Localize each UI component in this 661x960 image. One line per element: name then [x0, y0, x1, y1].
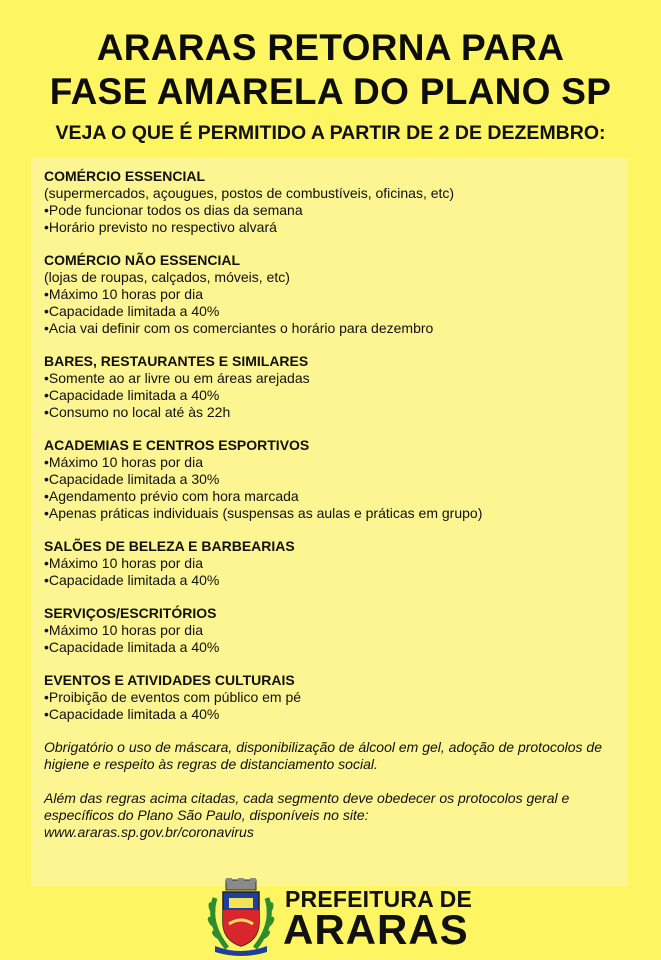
- section-title: BARES, RESTAURANTES E SIMILARES: [44, 353, 309, 369]
- protocol-notice: [44, 790, 620, 841]
- subtitle: VEJA O QUE É PERMITIDO A PARTIR DE 2 DE DEZEMBRO:: [55, 122, 606, 144]
- section-comercio-nao-essencial: [44, 252, 620, 337]
- section-saloes-beleza: [44, 538, 620, 589]
- section-academias: [44, 437, 620, 522]
- prefeitura-label: PREFEITURA DE: [285, 886, 473, 912]
- section-title: SERVIÇOS/ESCRITÓRIOS: [44, 605, 217, 621]
- section-title: COMÉRCIO NÃO ESSENCIAL: [44, 252, 241, 268]
- protocol-text: Além das regras acima citadas, cada segmento deve obedecer os protocolos geral e específicos do Plano São Paulo, disponíveis no site:: [44, 790, 570, 823]
- list-item: • Máximo 10 horas por dia: [44, 555, 620, 572]
- section-comercio-essencial: [44, 168, 620, 236]
- rules-content: [44, 168, 620, 841]
- list-item: • Capacidade limitada a 40%: [44, 387, 620, 404]
- section-title: COMÉRCIO ESSENCIAL: [44, 168, 206, 184]
- site-link[interactable]: www.araras.sp.gov.br/coronavirus: [44, 824, 254, 840]
- list-item: • Capacidade limitada a 40%: [44, 572, 620, 589]
- list-item: • Consumo no local até às 22h: [44, 404, 620, 421]
- list-item: • Máximo 10 horas por dia: [44, 454, 620, 471]
- footer: [0, 870, 661, 960]
- section-description: (supermercados, açougues, postos de combustíveis, oficinas, etc): [44, 185, 455, 201]
- section-description: (lojas de roupas, calçados, móveis, etc): [44, 269, 290, 285]
- section-servicos-escritorios: [44, 605, 620, 656]
- section-eventos-culturais: [44, 672, 620, 723]
- title-line-1: ARARAS RETORNA PARA: [96, 27, 565, 68]
- crest-icon: [205, 878, 277, 956]
- title-line-2: FASE AMARELA DO PLANO SP: [49, 71, 612, 112]
- list-item: • Capacidade limitada a 40%: [44, 303, 620, 320]
- section-title: EVENTOS E ATIVIDADES CULTURAIS: [44, 672, 295, 688]
- rules-panel: [31, 158, 628, 886]
- list-item: • Capacidade limitada a 30%: [44, 471, 620, 488]
- section-title: ACADEMIAS E CENTROS ESPORTIVOS: [44, 437, 310, 453]
- list-item: • Agendamento prévio com hora marcada: [44, 488, 620, 505]
- list-item: • Capacidade limitada a 40%: [44, 706, 620, 723]
- section-bares-restaurantes: [44, 353, 620, 421]
- list-item: • Proibição de eventos com público em pé: [44, 689, 620, 706]
- city-name: ARARAS: [283, 906, 469, 953]
- list-item: • Acia vai definir com os comerciantes o horário para dezembro: [44, 320, 620, 337]
- list-item: • Máximo 10 horas por dia: [44, 286, 620, 303]
- page-title: [0, 26, 661, 114]
- list-item: • Horário previsto no respectivo alvará: [44, 219, 620, 236]
- list-item: • Máximo 10 horas por dia: [44, 622, 620, 639]
- list-item: • Pode funcionar todos os dias da semana: [44, 202, 620, 219]
- mask-notice: Obrigatório o uso de máscara, disponibilização de álcool em gel, adoção de protocolos de higiene e respeito às regras de distanciamento social.: [44, 739, 603, 772]
- list-item: • Somente ao ar livre ou em áreas arejadas: [44, 370, 620, 387]
- list-item: • Apenas práticas individuais (suspensas as aulas e práticas em grupo): [44, 505, 620, 522]
- section-title: SALÕES DE BELEZA E BARBEARIAS: [44, 538, 295, 554]
- list-item: • Capacidade limitada a 40%: [44, 639, 620, 656]
